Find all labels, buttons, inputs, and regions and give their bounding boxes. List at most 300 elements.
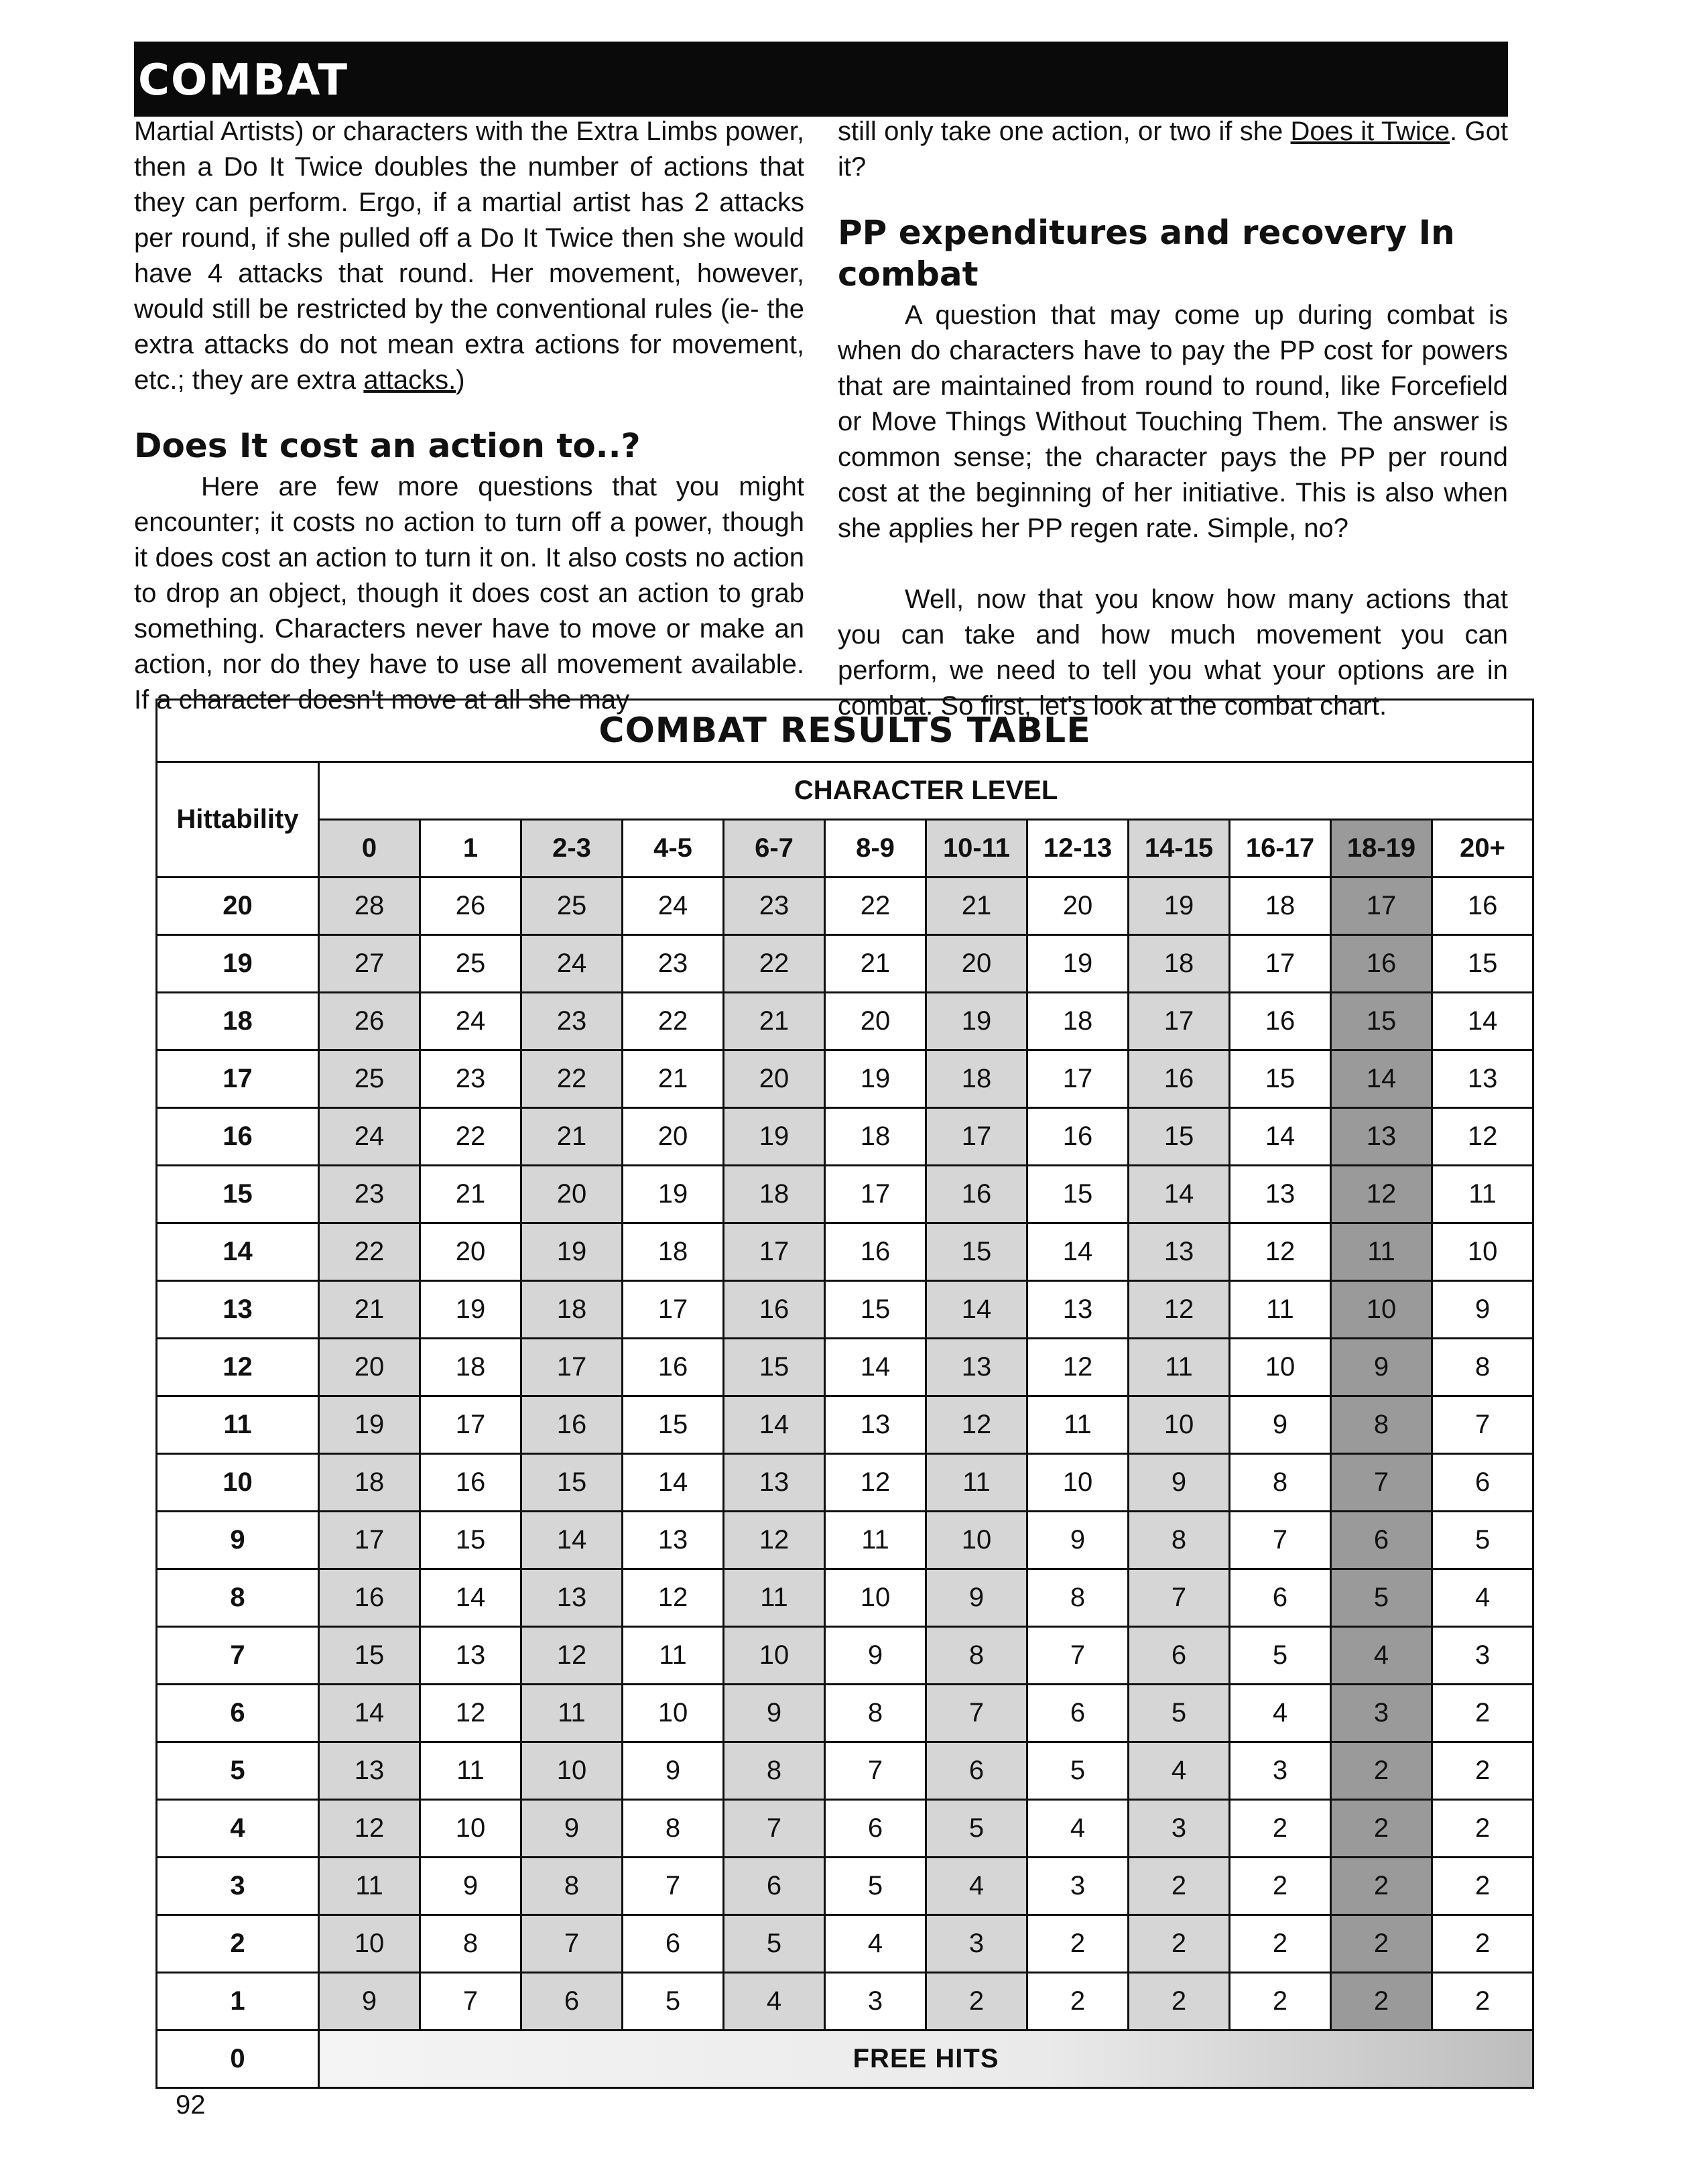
result-cell: 6 (825, 1800, 926, 1858)
does-it-twice-link: Does it Twice (1290, 117, 1450, 146)
hittability-cell: 4 (157, 1800, 319, 1858)
result-cell: 16 (1432, 877, 1533, 935)
result-cell: 5 (724, 1915, 825, 1973)
result-cell: 11 (1129, 1339, 1230, 1396)
result-cell: 14 (825, 1339, 926, 1396)
result-cell: 9 (420, 1858, 521, 1915)
result-cell: 11 (319, 1858, 420, 1915)
hittability-cell: 8 (157, 1569, 319, 1627)
result-cell: 15 (1027, 1166, 1129, 1223)
result-cell: 7 (1331, 1454, 1432, 1512)
result-cell: 19 (1027, 935, 1129, 993)
result-cell: 6 (1230, 1569, 1331, 1627)
result-cell: 10 (1027, 1454, 1129, 1512)
result-cell: 15 (623, 1396, 724, 1454)
result-cell: 4 (724, 1973, 825, 2030)
result-cell: 21 (926, 877, 1027, 935)
result-cell: 20 (926, 935, 1027, 993)
result-cell: 24 (420, 993, 521, 1050)
result-cell: 11 (623, 1627, 724, 1685)
hittability-cell: 19 (157, 935, 319, 993)
result-cell: 20 (825, 993, 926, 1050)
result-cell: 12 (1230, 1223, 1331, 1281)
result-cell: 10 (1331, 1281, 1432, 1339)
result-cell: 2 (1432, 1858, 1533, 1915)
level-header-cell: 2-3 (521, 820, 623, 877)
result-cell: 9 (1331, 1339, 1432, 1396)
result-cell: 18 (420, 1339, 521, 1396)
result-cell: 3 (825, 1973, 926, 2030)
result-cell: 12 (1027, 1339, 1129, 1396)
result-cell: 24 (319, 1108, 420, 1166)
result-cell: 16 (724, 1281, 825, 1339)
table-body (157, 877, 1533, 2088)
result-cell: 28 (319, 877, 420, 935)
level-header-cell: 4-5 (623, 820, 724, 877)
result-cell: 21 (825, 935, 926, 993)
result-cell: 13 (521, 1569, 623, 1627)
result-cell: 7 (1027, 1627, 1129, 1685)
hittability-cell: 14 (157, 1223, 319, 1281)
result-cell: 15 (1230, 1050, 1331, 1108)
result-cell: 22 (420, 1108, 521, 1166)
result-cell: 16 (623, 1339, 724, 1396)
result-cell: 18 (926, 1050, 1027, 1108)
result-cell: 22 (521, 1050, 623, 1108)
result-cell: 9 (1230, 1396, 1331, 1454)
result-cell: 5 (623, 1973, 724, 2030)
result-cell: 12 (724, 1512, 825, 1569)
result-cell: 18 (1129, 935, 1230, 993)
result-cell: 2 (1230, 1858, 1331, 1915)
result-cell: 23 (623, 935, 724, 993)
result-cell: 14 (1230, 1108, 1331, 1166)
result-cell: 17 (1230, 935, 1331, 993)
result-cell: 15 (521, 1454, 623, 1512)
result-cell: 2 (1230, 1973, 1331, 2030)
table-row (157, 1742, 1533, 1800)
result-cell: 25 (521, 877, 623, 935)
page-number: 92 (176, 2090, 206, 2120)
table-row (157, 1915, 1533, 1973)
table-row (157, 1223, 1533, 1281)
level-header-cell: 14-15 (1129, 820, 1230, 877)
result-cell: 7 (420, 1973, 521, 2030)
result-cell: 16 (420, 1454, 521, 1512)
level-header-cell: 18-19 (1331, 820, 1432, 877)
result-cell: 8 (1432, 1339, 1533, 1396)
result-cell: 22 (623, 993, 724, 1050)
result-cell: 9 (1432, 1281, 1533, 1339)
result-cell: 2 (1230, 1915, 1331, 1973)
result-cell: 10 (825, 1569, 926, 1627)
result-cell: 16 (825, 1223, 926, 1281)
hittability-cell: 6 (157, 1685, 319, 1742)
result-cell: 2 (1331, 1973, 1432, 2030)
result-cell: 2 (1230, 1800, 1331, 1858)
result-cell: 18 (1027, 993, 1129, 1050)
result-cell: 15 (1432, 935, 1533, 993)
result-cell: 8 (926, 1627, 1027, 1685)
table-row (157, 1396, 1533, 1454)
result-cell: 6 (1027, 1685, 1129, 1742)
result-cell: 13 (926, 1339, 1027, 1396)
result-cell: 22 (825, 877, 926, 935)
hittability-cell: 5 (157, 1742, 319, 1800)
result-cell: 11 (420, 1742, 521, 1800)
result-cell: 14 (724, 1396, 825, 1454)
result-cell: 2 (926, 1973, 1027, 2030)
result-cell: 13 (1129, 1223, 1230, 1281)
result-cell: 2 (1432, 1800, 1533, 1858)
hittability-cell: 3 (157, 1858, 319, 1915)
level-header-cell: 16-17 (1230, 820, 1331, 877)
result-cell: 15 (1331, 993, 1432, 1050)
hittability-cell: 17 (157, 1050, 319, 1108)
result-cell: 9 (825, 1627, 926, 1685)
table-row (157, 1627, 1533, 1685)
result-cell: 20 (1027, 877, 1129, 935)
result-cell: 4 (1331, 1627, 1432, 1685)
result-cell: 2 (1331, 1742, 1432, 1800)
result-cell: 4 (1027, 1800, 1129, 1858)
result-cell: 18 (724, 1166, 825, 1223)
result-cell: 13 (825, 1396, 926, 1454)
result-cell: 18 (825, 1108, 926, 1166)
table-row (157, 1685, 1533, 1742)
result-cell: 5 (825, 1858, 926, 1915)
result-cell: 20 (724, 1050, 825, 1108)
table-row (157, 1339, 1533, 1396)
level-header-cell: 12-13 (1027, 820, 1129, 877)
result-cell: 13 (1432, 1050, 1533, 1108)
hittability-cell: 11 (157, 1396, 319, 1454)
result-cell: 22 (319, 1223, 420, 1281)
hittability-cell: 20 (157, 877, 319, 935)
result-cell: 2 (1129, 1915, 1230, 1973)
result-cell: 17 (1129, 993, 1230, 1050)
result-cell: 10 (926, 1512, 1027, 1569)
result-cell: 12 (825, 1454, 926, 1512)
left-column (134, 114, 804, 718)
result-cell: 11 (1331, 1223, 1432, 1281)
result-cell: 15 (319, 1627, 420, 1685)
result-cell: 4 (1230, 1685, 1331, 1742)
result-cell: 15 (825, 1281, 926, 1339)
result-cell: 8 (1027, 1569, 1129, 1627)
result-cell: 14 (623, 1454, 724, 1512)
result-cell: 7 (1432, 1396, 1533, 1454)
result-cell: 2 (1432, 1742, 1533, 1800)
result-cell: 7 (724, 1800, 825, 1858)
result-cell: 15 (1129, 1108, 1230, 1166)
result-cell: 14 (926, 1281, 1027, 1339)
result-cell: 12 (1331, 1166, 1432, 1223)
result-cell: 9 (1027, 1512, 1129, 1569)
result-cell: 12 (420, 1685, 521, 1742)
result-cell: 20 (623, 1108, 724, 1166)
result-cell: 20 (319, 1339, 420, 1396)
result-cell: 7 (1129, 1569, 1230, 1627)
result-cell: 11 (521, 1685, 623, 1742)
result-cell: 14 (1331, 1050, 1432, 1108)
result-cell: 11 (926, 1454, 1027, 1512)
result-cell: 10 (1129, 1396, 1230, 1454)
table-row (157, 1973, 1533, 2030)
result-cell: 2 (1331, 1858, 1432, 1915)
result-cell: 3 (926, 1915, 1027, 1973)
hittability-header: Hittability (157, 762, 319, 877)
hittability-cell: 18 (157, 993, 319, 1050)
result-cell: 10 (724, 1627, 825, 1685)
hittability-cell: 10 (157, 1454, 319, 1512)
table-row (157, 1569, 1533, 1627)
attacks-link: attacks. (363, 365, 456, 395)
result-cell: 13 (623, 1512, 724, 1569)
result-cell: 6 (1432, 1454, 1533, 1512)
result-cell: 19 (521, 1223, 623, 1281)
result-cell: 8 (1331, 1396, 1432, 1454)
result-cell: 9 (926, 1569, 1027, 1627)
result-cell: 21 (420, 1166, 521, 1223)
result-cell: 6 (623, 1915, 724, 1973)
level-header-cell: 6-7 (724, 820, 825, 877)
result-cell: 10 (1432, 1223, 1533, 1281)
hittability-cell: 16 (157, 1108, 319, 1166)
result-cell: 3 (1432, 1627, 1533, 1685)
hittability-cell: 1 (157, 1973, 319, 2030)
result-cell: 13 (319, 1742, 420, 1800)
result-cell: 6 (724, 1858, 825, 1915)
table-row (157, 1858, 1533, 1915)
table-row (157, 1512, 1533, 1569)
combat-results-table (155, 699, 1534, 2089)
level-header-cell: 10-11 (926, 820, 1027, 877)
table-row (157, 1800, 1533, 1858)
result-cell: 3 (1129, 1800, 1230, 1858)
result-cell: 2 (1331, 1915, 1432, 1973)
table-row (157, 1050, 1533, 1108)
result-cell: 12 (1432, 1108, 1533, 1166)
result-cell: 2 (1432, 1685, 1533, 1742)
result-cell: 19 (623, 1166, 724, 1223)
right-paragraph-3: Well, now that you know how many actions that you can take and how much movement you can perform, we need to tell you what your options are in combat. So first, let's look at the combat chart. (838, 585, 1508, 721)
result-cell: 15 (926, 1223, 1027, 1281)
result-cell: 23 (319, 1166, 420, 1223)
table-title: COMBAT RESULTS TABLE (157, 700, 1533, 762)
table-row-zero (157, 2030, 1533, 2088)
result-cell: 9 (521, 1800, 623, 1858)
result-cell: 17 (521, 1339, 623, 1396)
result-cell: 19 (319, 1396, 420, 1454)
result-cell: 24 (521, 935, 623, 993)
hittability-cell: 7 (157, 1627, 319, 1685)
table-row (157, 1108, 1533, 1166)
result-cell: 14 (1129, 1166, 1230, 1223)
result-cell: 9 (724, 1685, 825, 1742)
result-cell: 13 (1331, 1108, 1432, 1166)
result-cell: 20 (521, 1166, 623, 1223)
table-row (157, 877, 1533, 935)
result-cell: 8 (1230, 1454, 1331, 1512)
result-cell: 19 (926, 993, 1027, 1050)
result-cell: 17 (623, 1281, 724, 1339)
result-cell: 17 (825, 1166, 926, 1223)
result-cell: 19 (420, 1281, 521, 1339)
table-row (157, 1454, 1533, 1512)
result-cell: 7 (926, 1685, 1027, 1742)
result-cell: 8 (1129, 1512, 1230, 1569)
result-cell: 26 (420, 877, 521, 935)
result-cell: 4 (1129, 1742, 1230, 1800)
result-cell: 17 (420, 1396, 521, 1454)
result-cell: 19 (1129, 877, 1230, 935)
result-cell: 13 (724, 1454, 825, 1512)
right-paragraph-1: still only take one action, or two if she Does it Twice. Got it? (838, 117, 1508, 182)
hittability-cell: 0 (157, 2030, 319, 2088)
result-cell: 16 (521, 1396, 623, 1454)
result-cell: 17 (724, 1223, 825, 1281)
result-cell: 22 (724, 935, 825, 993)
left-heading: Does It cost an action to..? (134, 426, 641, 465)
result-cell: 16 (926, 1166, 1027, 1223)
result-cell: 12 (926, 1396, 1027, 1454)
hittability-cell: 12 (157, 1339, 319, 1396)
left-paragraph-1: Martial Artists) or characters with the Extra Limbs power, then a Do It Twice doubles the number of actions that they can perform. Ergo, if a martial artist has 2 attacks per round, if she pulled off a Do It Twice then she would have 4 attacks that round. Her movement, however, would still be restricted by the conventional rules (ie- the extra attacks do not mean extra actions for movement, etc.; they are extra attacks.) (134, 117, 804, 395)
result-cell: 12 (1129, 1281, 1230, 1339)
result-cell: 5 (1230, 1627, 1331, 1685)
result-cell: 8 (521, 1858, 623, 1915)
result-cell: 18 (623, 1223, 724, 1281)
result-cell: 8 (825, 1685, 926, 1742)
level-header-cell: 1 (420, 820, 521, 877)
level-header-cell: 0 (319, 820, 420, 877)
result-cell: 21 (521, 1108, 623, 1166)
result-cell: 3 (1027, 1858, 1129, 1915)
result-cell: 5 (926, 1800, 1027, 1858)
result-cell: 7 (1230, 1512, 1331, 1569)
result-cell: 26 (319, 993, 420, 1050)
result-cell: 2 (1129, 1858, 1230, 1915)
result-cell: 9 (1129, 1454, 1230, 1512)
result-cell: 16 (1331, 935, 1432, 993)
result-cell: 11 (1432, 1166, 1533, 1223)
result-cell: 14 (420, 1569, 521, 1627)
result-cell: 3 (1230, 1742, 1331, 1800)
result-cell: 11 (825, 1512, 926, 1569)
result-cell: 20 (420, 1223, 521, 1281)
result-cell: 15 (420, 1512, 521, 1569)
result-cell: 25 (420, 935, 521, 993)
result-cell: 2 (1027, 1915, 1129, 1973)
table-row (157, 1166, 1533, 1223)
hittability-cell: 2 (157, 1915, 319, 1973)
result-cell: 10 (1230, 1339, 1331, 1396)
result-cell: 2 (1129, 1973, 1230, 2030)
result-cell: 8 (420, 1915, 521, 1973)
result-cell: 17 (319, 1512, 420, 1569)
result-cell: 10 (319, 1915, 420, 1973)
result-cell: 15 (724, 1339, 825, 1396)
level-header-cell: 20+ (1432, 820, 1533, 877)
result-cell: 5 (1129, 1685, 1230, 1742)
table-row (157, 935, 1533, 993)
result-cell: 5 (1432, 1512, 1533, 1569)
result-cell: 12 (319, 1800, 420, 1858)
result-cell: 12 (521, 1627, 623, 1685)
result-cell: 13 (1230, 1166, 1331, 1223)
free-hits-cell: FREE HITS (319, 2030, 1533, 2088)
result-cell: 25 (319, 1050, 420, 1108)
result-cell: 17 (1027, 1050, 1129, 1108)
result-cell: 13 (1027, 1281, 1129, 1339)
result-cell: 14 (521, 1512, 623, 1569)
result-cell: 6 (1129, 1627, 1230, 1685)
result-cell: 4 (825, 1915, 926, 1973)
result-cell: 8 (623, 1800, 724, 1858)
result-cell: 6 (1331, 1512, 1432, 1569)
result-cell: 7 (825, 1742, 926, 1800)
result-cell: 27 (319, 935, 420, 993)
result-cell: 3 (1331, 1685, 1432, 1742)
level-header-row (157, 820, 1533, 877)
level-header-cell: 8-9 (825, 820, 926, 877)
result-cell: 16 (319, 1569, 420, 1627)
result-cell: 11 (1230, 1281, 1331, 1339)
result-cell: 2 (1027, 1973, 1129, 2030)
section-title: COMBAT (138, 56, 349, 105)
result-cell: 19 (825, 1050, 926, 1108)
right-heading: PP expenditures and recovery In combat (838, 213, 1455, 294)
result-cell: 7 (623, 1858, 724, 1915)
result-cell: 16 (1129, 1050, 1230, 1108)
result-cell: 2 (1432, 1973, 1533, 2030)
result-cell: 21 (623, 1050, 724, 1108)
result-cell: 8 (724, 1742, 825, 1800)
result-cell: 18 (1230, 877, 1331, 935)
result-cell: 18 (521, 1281, 623, 1339)
result-cell: 18 (319, 1454, 420, 1512)
result-cell: 10 (420, 1800, 521, 1858)
result-cell: 10 (623, 1685, 724, 1742)
hittability-cell: 15 (157, 1166, 319, 1223)
result-cell: 4 (1432, 1569, 1533, 1627)
result-cell: 2 (1432, 1915, 1533, 1973)
result-cell: 24 (623, 877, 724, 935)
left-paragraph-2: Here are few more questions that you might encounter; it costs no action to turn off a power, though it does cost an action to turn it on. It also costs no action to drop an object, though it does cost an action to grab something. Characters never have to move or make an action, nor do they have to use all movement available. If a character doesn't move at all she may (134, 472, 804, 715)
result-cell: 6 (926, 1742, 1027, 1800)
result-cell: 14 (1027, 1223, 1129, 1281)
result-cell: 13 (420, 1627, 521, 1685)
table-row (157, 993, 1533, 1050)
result-cell: 6 (521, 1973, 623, 2030)
result-cell: 4 (926, 1858, 1027, 1915)
result-cell: 17 (926, 1108, 1027, 1166)
result-cell: 14 (1432, 993, 1533, 1050)
result-cell: 11 (1027, 1396, 1129, 1454)
result-cell: 9 (319, 1973, 420, 2030)
result-cell: 11 (724, 1569, 825, 1627)
result-cell: 5 (1027, 1742, 1129, 1800)
result-cell: 7 (521, 1915, 623, 1973)
result-cell: 21 (319, 1281, 420, 1339)
result-cell: 2 (1331, 1800, 1432, 1858)
hittability-cell: 13 (157, 1281, 319, 1339)
result-cell: 16 (1230, 993, 1331, 1050)
result-cell: 23 (521, 993, 623, 1050)
character-level-header: CHARACTER LEVEL (319, 762, 1533, 820)
hittability-cell: 9 (157, 1512, 319, 1569)
